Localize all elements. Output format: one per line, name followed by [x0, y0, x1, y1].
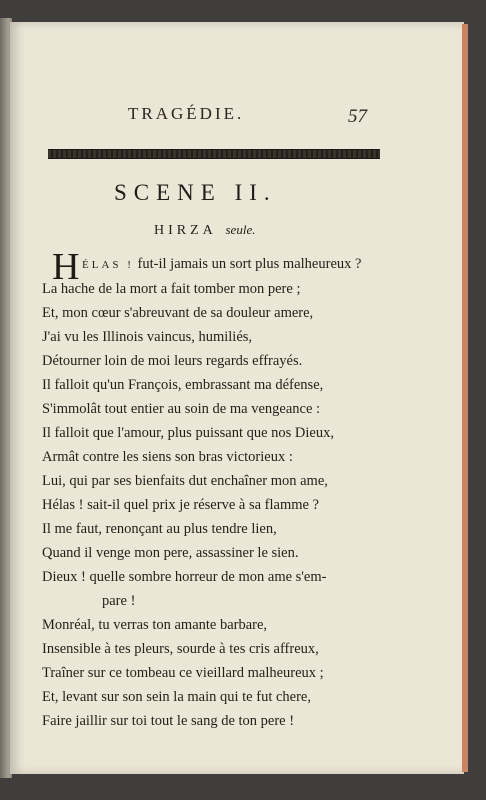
verse-line: Insensible à tes pleurs, sourde à tes cris affreux, [42, 641, 319, 657]
verse-line: Il falloit qu'un François, embrassant ma défense, [42, 377, 324, 393]
verse-line: Quand il venge mon pere, assassiner le sien. [42, 545, 299, 561]
verse-line: Et, levant sur son sein la main qui te fut chere, [42, 689, 311, 705]
verse-line: Monréal, tu verras ton amante barbare, [42, 617, 268, 633]
verse-line: Il me faut, renonçant au plus tendre lien, [42, 521, 277, 537]
verse-line: pare ! [102, 593, 136, 609]
verse-line: Hélas ! sait-il quel prix je réserve à sa flamme ? [42, 497, 319, 513]
page-fore-edge [462, 24, 468, 772]
page-number: 57 [348, 106, 367, 127]
verse-line: La hache de la mort a fait tomber mon pere ; [42, 281, 301, 297]
speaker-name: HIRZA [154, 223, 216, 238]
drop-cap: H [52, 246, 80, 288]
first-word: ÉLAS ! [82, 259, 134, 271]
running-head: TRAGÉDIE. [128, 104, 245, 123]
verse-line: ÉLAS ! fut-il jamais un sort plus malheureux ? [82, 256, 362, 272]
verse-line: Détourner loin de moi leurs regards effrayés. [42, 353, 303, 369]
scene-title: SCENE II. [114, 180, 277, 205]
verse-line: Et, mon cœur s'abreuvant de sa douleur amere, [42, 305, 314, 321]
verse-line: S'immolât tout entier au soin de ma vengeance : [42, 401, 321, 417]
verse-line: J'ai vu les Illinois vaincus, humiliés, [42, 329, 253, 345]
verse-line: Armât contre les siens son bras victorieux : [42, 449, 293, 465]
verse-line: Dieux ! quelle sombre horreur de mon ame s'em- [42, 569, 327, 585]
speaker-note: seule. [225, 222, 256, 237]
verse-line: Il falloit que l'amour, plus puissant que nos Dieux, [42, 425, 334, 441]
verse-line: Traîner sur ce tombeau ce vieillard malheureux ; [42, 665, 324, 681]
verse-line: Lui, qui par ses bienfaits dut enchaîner mon ame, [42, 473, 328, 489]
verse-line: Faire jaillir sur toi tout le sang de ton pere ! [42, 713, 295, 729]
verse-text [10, 22, 464, 774]
book-page [10, 22, 464, 774]
